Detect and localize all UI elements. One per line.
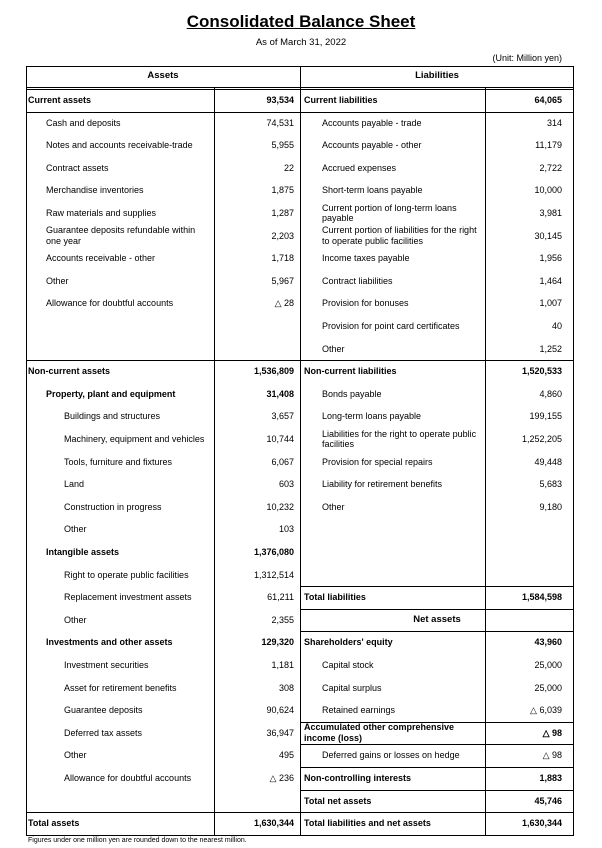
liability-value: 45,746 [534,795,562,806]
asset-label: Deferred tax assets [64,727,143,738]
liability-value: 11,179 [535,140,562,151]
asset-value: 74,531 [266,117,294,128]
asset-value: 5,955 [271,140,294,151]
liability-value: 1,630,344 [521,818,562,829]
page-title: Consolidated Balance Sheet [186,12,416,31]
asset-value: 31,408 [266,388,294,399]
liability-value: 9,180 [539,501,562,512]
liability-label: Total net assets [304,795,372,806]
liability-label: Current liabilities [304,95,378,105]
liability-value: 64,065 [534,95,562,105]
asset-value: 1,718 [271,253,294,264]
asset-value: 1,875 [271,185,294,196]
asset-value: 1,181 [271,660,294,670]
asset-value: 22 [283,162,294,173]
asset-label: Guarantee deposits refundable within one year [46,225,196,246]
liability-label: Liabilities for the right to operate public facilities [322,428,477,449]
liability-label: Retained earnings [322,705,396,716]
liability-label: Non-controlling interests [304,773,412,783]
liability-value: 1,007 [539,298,562,309]
asset-value: △ 236 [269,773,294,783]
liabilities-section-rule [300,767,574,768]
asset-label: Other [46,275,69,286]
liability-value: 1,584,598 [521,592,562,603]
asset-label: Merchandise inventories [46,185,144,196]
liability-label: Contract liabilities [322,275,393,286]
liability-value: △ 98 [542,727,562,738]
asset-label: Guarantee deposits [64,705,143,716]
asset-label: Total assets [28,818,80,829]
liability-value: 10,000 [534,185,562,196]
asset-label: Machinery, equipment and vehicles [64,433,205,444]
liability-value: 1,883 [539,773,562,783]
asset-label: Other [64,750,87,761]
liabilities-section-rule [300,812,574,813]
assets-section-rule [26,360,300,361]
date-subtitle: As of March 31, 2022 [255,37,347,48]
asset-value: 2,355 [271,614,294,625]
liability-label: Current portion of long-term loans payable [322,202,457,223]
asset-label: Tools, furniture and fixtures [64,456,173,467]
liabilities-section-rule [300,609,574,610]
asset-value: △ 28 [274,298,294,309]
liability-label: Total liabilities and net assets [304,818,431,829]
asset-label: Property, plant and equipment [46,388,176,399]
asset-value: 93,534 [266,95,294,105]
liability-label: Deferred gains or losses on hedge [322,750,460,761]
net-assets-header: Net assets [413,613,461,625]
asset-value: 2,203 [271,230,294,241]
assets-value-rule [214,87,215,836]
liability-label: Capital surplus [322,682,382,693]
asset-label: Right to operate public facilities [64,569,189,580]
liability-value: 314 [546,117,562,128]
asset-value: 61,211 [267,592,294,603]
asset-label: Cash and deposits [46,117,121,128]
asset-label: Buildings and structures [64,411,161,422]
balance-sheet-table [26,66,574,836]
center-rule [300,66,301,836]
liability-label: Accumulated other comprehensive income (loss) [304,722,455,743]
asset-value: 5,967 [271,275,294,286]
asset-label: Accounts receivable - other [46,253,156,264]
asset-label: Construction in progress [64,501,162,512]
liability-value: △ 6,039 [530,705,562,716]
asset-value: 36,947 [266,727,294,738]
liability-label: Current portion of liabilities for the right to operate public facilities [322,225,477,246]
liability-label: Provision for point card certificates [322,321,460,331]
liability-value: 30,145 [534,230,562,241]
asset-value: 90,624 [266,705,294,716]
liability-label: Accounts payable - trade [322,117,422,128]
asset-label: Allowance for doubtful accounts [46,298,174,309]
asset-value: 6,067 [271,456,294,467]
liability-value: 43,960 [534,637,562,648]
asset-label: Replacement investment assets [64,592,192,603]
liabilities-header: Liabilities [415,70,459,81]
liabilities-section-rule [300,360,574,361]
asset-label: Other [64,524,87,535]
liabilities-section-rule [300,722,574,723]
asset-value: 1,287 [271,208,294,218]
liabilities-value-rule [485,87,486,836]
asset-value: 1,312,514 [253,569,294,580]
asset-label: Other [64,614,87,625]
liability-label: Total liabilities [304,592,366,603]
liabilities-section-rule [300,586,574,587]
liabilities-section-rule [300,631,574,632]
asset-value: 3,657 [271,411,294,422]
liability-label: Long-term loans payable [322,411,422,422]
liability-label: Accrued expenses [322,162,397,173]
liability-value: 1,464 [539,275,562,286]
asset-value: 1,630,344 [253,818,294,829]
asset-value: 308 [278,682,294,693]
assets-header: Assets [147,70,179,81]
liability-value: 3,981 [539,208,562,218]
asset-label: Investment securities [64,660,149,670]
assets-section-rule [26,812,300,813]
asset-label: Investments and other assets [46,637,173,648]
asset-label: Current assets [28,95,92,105]
liability-value: 5,683 [539,479,562,490]
asset-value: 10,744 [266,434,294,444]
liability-label: Provision for bonuses [322,298,409,309]
liability-value: 1,956 [539,253,562,264]
liability-label: Liability for retirement benefits [322,479,443,490]
liabilities-section-rule [300,112,574,113]
asset-label: Asset for retirement benefits [64,682,177,693]
liability-label: Provision for special repairs [322,456,433,467]
unit-note: (Unit: Million yen) [492,53,562,63]
liability-value: 1,520,533 [521,366,562,377]
liability-value: 2,722 [539,162,562,173]
footnote: Figures under one million yen are rounded down to the nearest million. [28,837,247,844]
liability-value: 40 [551,321,562,331]
liability-label: Income taxes payable [322,253,410,264]
asset-label: Non-current assets [28,366,111,377]
asset-value: 1,376,080 [253,547,294,557]
asset-value: 495 [278,750,294,761]
liability-label: Bonds payable [322,388,382,399]
asset-label: Contract assets [46,162,109,173]
asset-value: 103 [278,524,294,535]
liability-label: Other [322,501,345,512]
liability-label: Shareholders' equity [304,637,393,648]
asset-label: Notes and accounts receivable-trade [46,140,193,151]
assets-section-rule [26,89,300,90]
asset-value: 1,536,809 [253,366,294,377]
liability-label: Capital stock [322,660,374,670]
liability-value: 199,155 [529,411,562,422]
asset-label: Land [64,479,85,490]
asset-label: Raw materials and supplies [46,208,157,218]
liability-value: 49,448 [534,456,562,467]
liability-label: Short-term loans payable [322,185,423,196]
liabilities-section-rule [300,790,574,791]
asset-label: Intangible assets [46,547,120,557]
liabilities-section-rule [300,744,574,745]
liabilities-section-rule [300,89,574,90]
liability-value: △ 98 [542,750,562,761]
asset-value: 10,232 [266,501,294,512]
assets-row-rule [26,112,300,113]
asset-value: 129,320 [261,637,294,648]
liability-label: Accounts payable - other [322,140,422,151]
liability-label: Other [322,343,345,354]
liability-label: Non-current liabilities [304,366,397,377]
liability-value: 1,252 [539,343,562,354]
asset-value: 603 [278,479,294,490]
liability-value: 25,000 [534,660,562,670]
liability-value: 25,000 [534,682,562,693]
asset-label: Allowance for doubtful accounts [64,773,192,783]
liability-value: 1,252,205 [521,434,562,444]
liability-value: 4,860 [539,388,562,399]
